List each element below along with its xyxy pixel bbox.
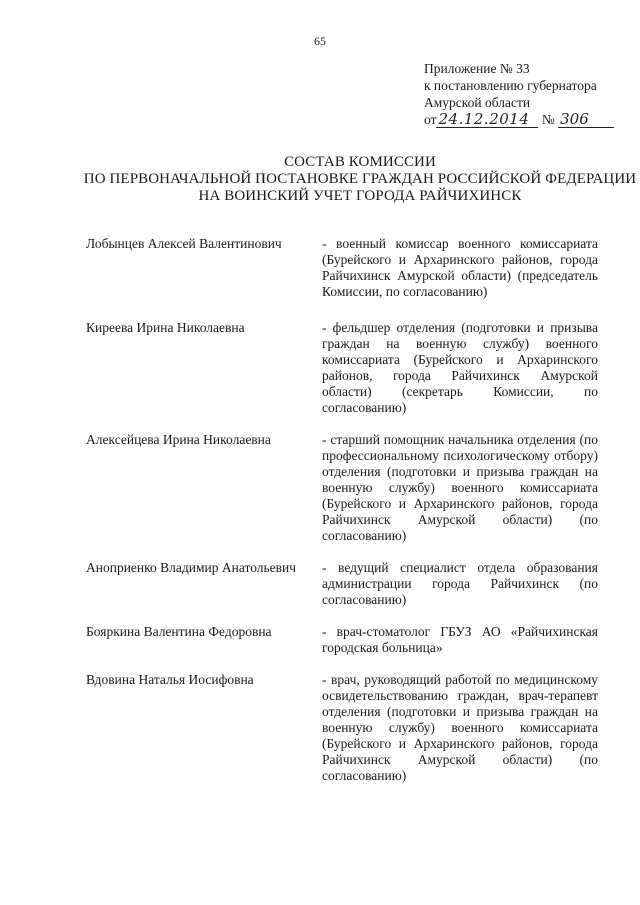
title-line-3: НА ВОИНСКИЙ УЧЕТ ГОРОДА РАЙЧИХИНСК xyxy=(198,188,522,204)
member-name: Алексейцева Ирина Николаевна xyxy=(86,432,271,447)
title-line-2: ПО ПЕРВОНАЧАЛЬНОЙ ПОСТАНОВКЕ ГРАЖДАН РОССИЙСКОЙ ФЕДЕРАЦИИ xyxy=(83,171,637,187)
handwritten-date: 24.12.2014 xyxy=(436,111,538,128)
appendix-block xyxy=(424,60,624,128)
document-title xyxy=(60,154,640,205)
member-role: - фельдшер отделения (подготовки и призыва граждан на военную службу) военного комиссариата (Бурейского и Архаринского районов, города Райчихинск Амурской области) (секретарь Комиссии, по согласованию) xyxy=(322,320,598,415)
appendix-title: Приложение № 33 xyxy=(424,61,530,76)
member-name: Вдовина Наталья Иосифовна xyxy=(86,672,254,687)
appendix-date-line xyxy=(424,111,624,128)
member-role: - старший помощник начальника отделения (по профессиональному психологическому отбору) отделения (подготовки и призыва граждан на военную службу) военного комиссариата (Бурейского и Архаринского районов, города Райчихинск Амурской области) (по согласованию) xyxy=(322,432,598,543)
date-prefix: от xyxy=(424,112,437,127)
title-line-1: СОСТАВ КОМИССИИ xyxy=(284,154,436,170)
member-role: - ведущий специалист отдела образования администрации города Райчихинск (по согласованию) xyxy=(322,560,598,607)
member-role: - врач, руководящий работой по медицинскому освидетельствованию граждан, врач-терапевт отделения (подготовки и призыва граждан на военную службу) военного комиссариата (Бурейского и Архаринского районов, города Райчихинск Амурской области) (по согласованию) xyxy=(322,672,598,783)
member-name: Киреева Ирина Николаевна xyxy=(86,320,245,335)
page-number: 65 xyxy=(314,34,326,48)
handwritten-number: 306 xyxy=(558,111,614,128)
appendix-region: Амурской области xyxy=(424,95,531,110)
appendix-reference: к постановлению губернатора xyxy=(424,78,597,93)
member-role: - военный комиссар военного комиссариата (Бурейского и Архаринского районов, города Райчихинск Амурской области) (председатель Комиссии, по согласованию) xyxy=(322,236,598,299)
member-name: Бояркина Валентина Федоровна xyxy=(86,624,272,639)
number-prefix: № xyxy=(541,112,555,127)
member-role: - врач-стоматолог ГБУЗ АО «Райчихинская городская больница» xyxy=(322,624,598,655)
member-name: Аноприенко Владимир Анатольевич xyxy=(86,560,297,575)
member-name: Лобынцев Алексей Валентинович xyxy=(86,236,282,251)
